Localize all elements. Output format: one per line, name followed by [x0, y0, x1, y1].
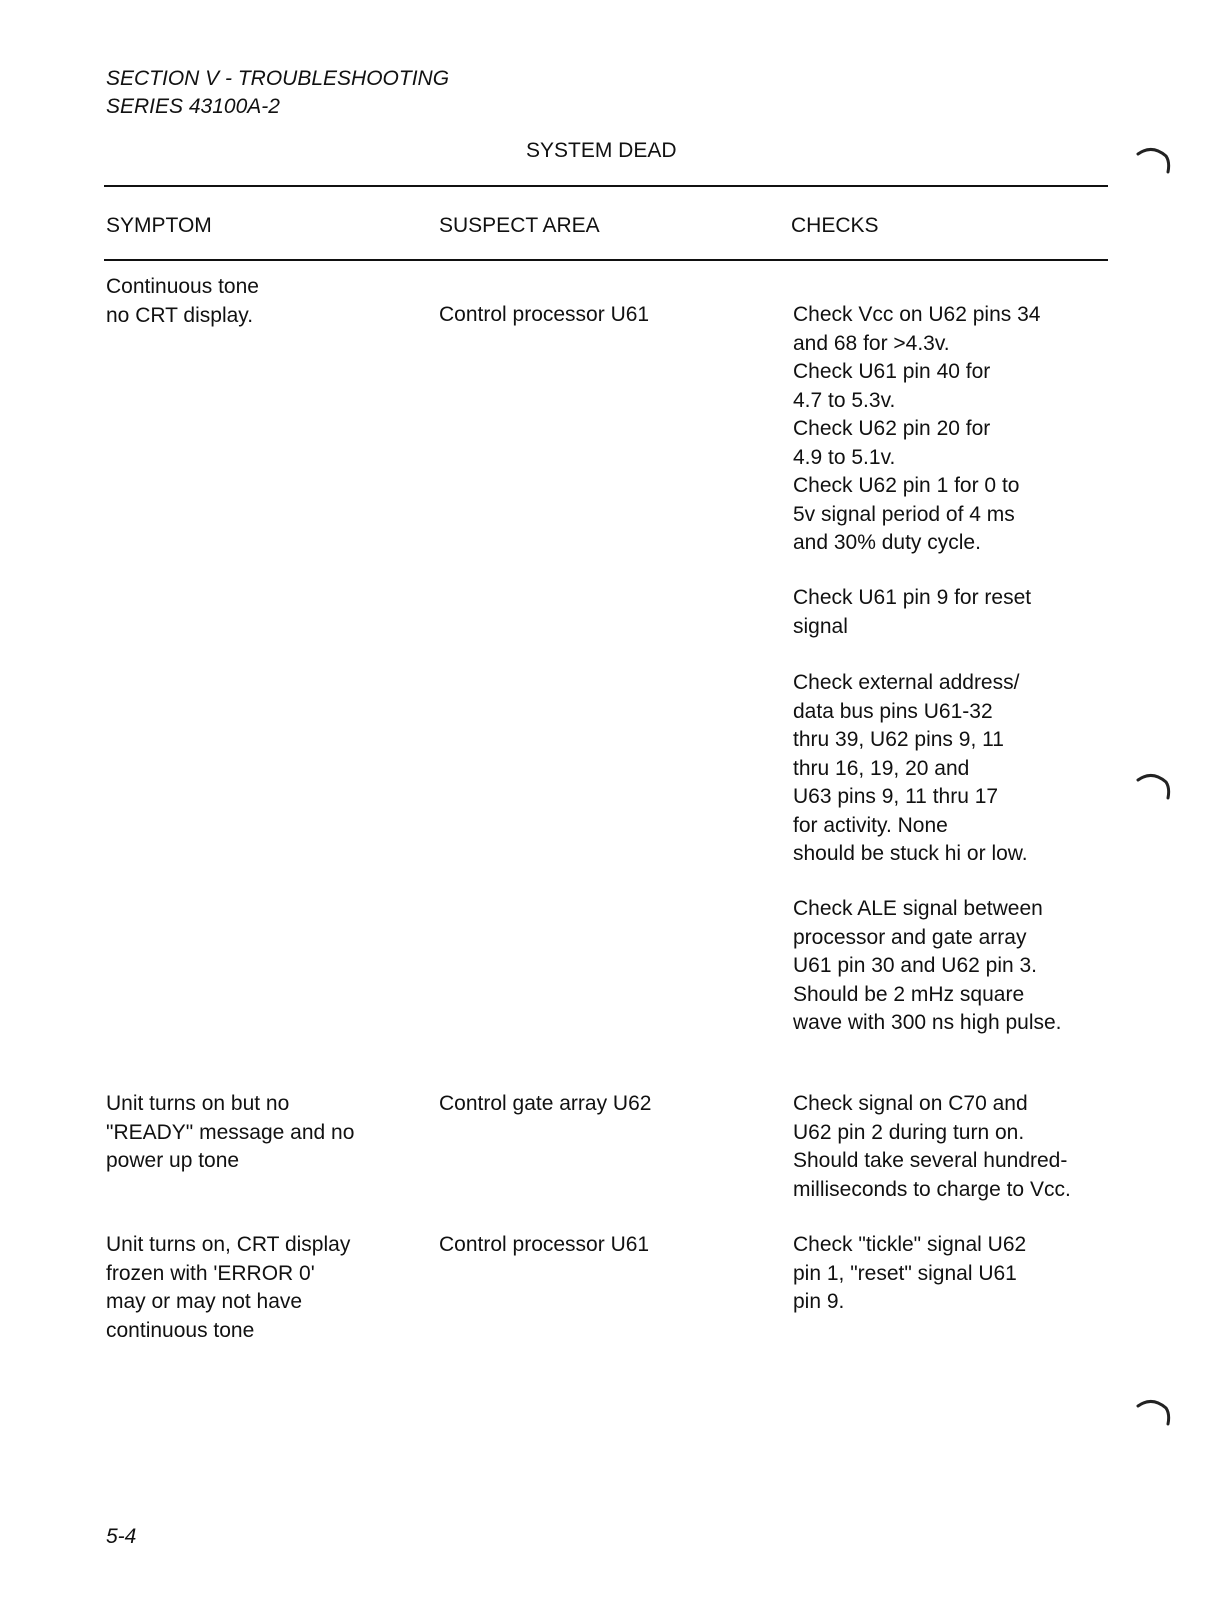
column-header-suspect-area: SUSPECT AREA — [439, 214, 600, 237]
column-header-checks: CHECKS — [791, 214, 879, 237]
table-row-check: Check U61 pin 9 for reset signal — [793, 586, 1032, 638]
page-title: SYSTEM DEAD — [526, 139, 677, 162]
table-row-symptom: Unit turns on, CRT display frozen with 'ERROR 0' may or may not have continuous tone — [106, 1233, 351, 1342]
binder-hole-mark-icon — [1136, 772, 1172, 802]
table-row-check: Check "tickle" signal U62 pin 1, "reset" signal U61 pin 9. — [793, 1233, 1027, 1313]
table-row-suspect-area: Control processor U61 — [439, 303, 650, 326]
header-section: SECTION V - TROUBLESHOOTING — [106, 67, 450, 90]
table-row-check: Check Vcc on U62 pins 34 and 68 for >4.3v. Check U61 pin 40 for 4.7 to 5.3v. Check U62 pin 20 for 4.9 to 5.1v. Check U62 pin 1 for 0 to 5v signal period of 4 ms and 30% duty cycle. — [793, 303, 1041, 554]
column-header-symptom: SYMPTOM — [106, 214, 212, 237]
binder-hole-mark-icon — [1136, 1398, 1172, 1428]
header-rule — [104, 259, 1108, 261]
table-row-check: Check signal on C70 and U62 pin 2 during turn on. Should take several hundred- milliseconds to charge to Vcc. — [793, 1092, 1071, 1201]
header-series: SERIES 43100A-2 — [106, 95, 280, 118]
table-row-suspect-area: Control gate array U62 — [439, 1092, 652, 1115]
table-row-symptom: Continuous tone no CRT display. — [106, 275, 259, 327]
binder-hole-mark-icon — [1136, 146, 1172, 176]
page-number: 5-4 — [106, 1525, 137, 1548]
table-row-suspect-area: Control processor U61 — [439, 1233, 650, 1256]
table-row-symptom: Unit turns on but no "READY" message and no power up tone — [106, 1092, 355, 1172]
top-rule — [104, 185, 1108, 187]
table-row-check: Check external address/ data bus pins U61-32 thru 39, U62 pins 9, 11 thru 16, 19, 20 and U63 pins 9, 11 thru 17 for activity. None should be stuck hi or low. — [793, 671, 1028, 865]
table-row-check: Check ALE signal between processor and gate array U61 pin 30 and U62 pin 3. Should be 2 mHz square wave with 300 ns high pulse. — [793, 897, 1062, 1034]
